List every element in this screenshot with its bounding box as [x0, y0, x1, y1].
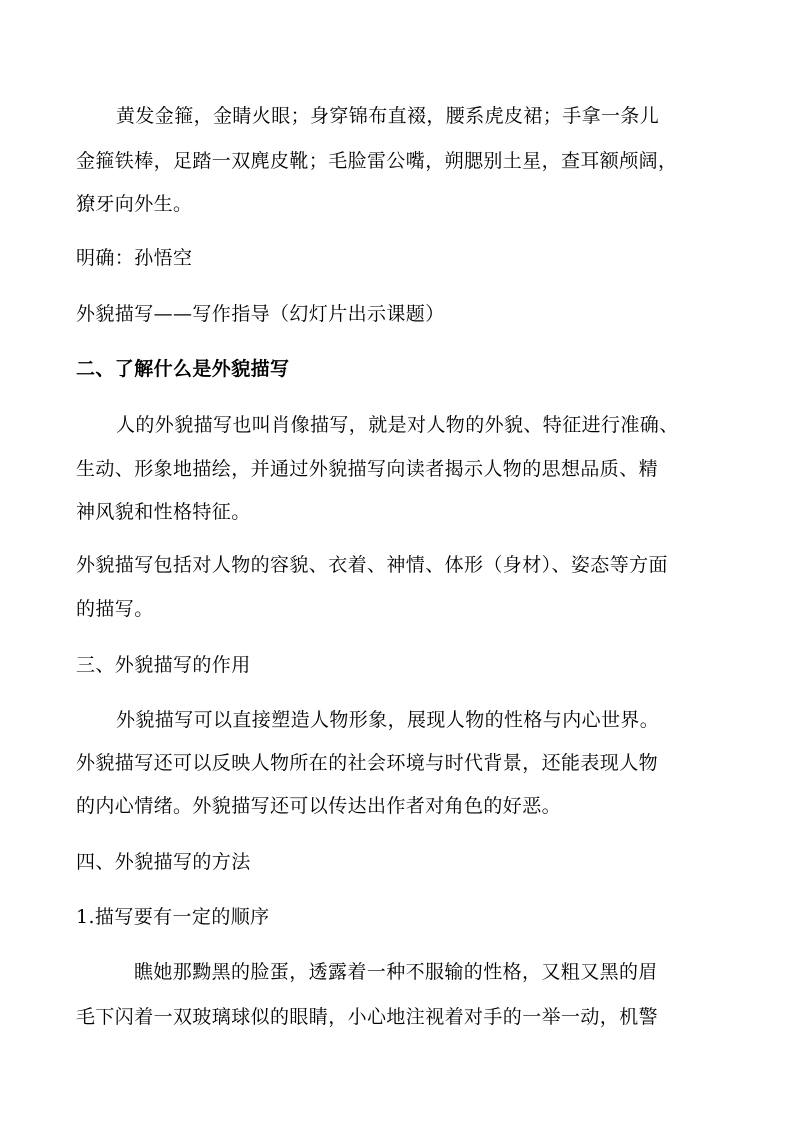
section3-line2: 外貌描写还可以反映人物所在的社会环境与时代背景，还能表现人物: [76, 752, 659, 774]
section4-line1: 瞧她那黝黑的脸蛋，透露着一种不服输的性格，又粗又黑的眉: [134, 961, 658, 983]
section2-para1-line2: 生动、形象地描绘，并通过外貌描写向读者揭示人物的思想品质、精: [76, 458, 659, 480]
section2-heading: 二、了解什么是外貌描写: [76, 358, 290, 380]
section4-heading: 四、外貌描写的方法: [76, 851, 251, 873]
section2-para2-line1: 外貌描写包括对人物的容貌、衣着、神情、体形（身材）、姿态等方面: [76, 554, 668, 576]
section4-line2: 毛下闪着一双玻璃球似的眼睛，小心地注视着对手的一举一动，机警: [76, 1006, 659, 1028]
section4-subheading: 1.描写要有一定的顺序: [76, 906, 270, 928]
answer-line: 明确：孙悟空: [76, 247, 193, 269]
section2-para1-line3: 神风貌和性格特征。: [76, 501, 251, 523]
section2-para1-line1: 人的外貌描写也叫肖像描写，就是对人物的外貌、特征进行准确、: [116, 414, 679, 436]
section2-para2-line2: 的描写。: [76, 598, 154, 620]
section3-line1: 外貌描写可以直接塑造人物形象，展现人物的性格与内心世界。: [116, 709, 660, 731]
topic-line: 外貌描写——写作指导（幻灯片出示课题）: [76, 303, 445, 325]
section3-heading: 三、外貌描写的作用: [76, 654, 251, 676]
paragraph1-line2: 金箍铁棒，足踏一双麂皮靴；毛脸雷公嘴，朔腮别土星，查耳额颅阔，: [76, 150, 678, 172]
section3-line3: 的内心情绪。外貌描写还可以传达出作者对角色的好恶。: [76, 795, 562, 817]
paragraph1-line1: 黄发金箍，金睛火眼；身穿锦布直裰，腰系虎皮裙；手拿一条儿: [116, 105, 660, 127]
paragraph1-line3: 獠牙向外生。: [76, 193, 193, 215]
